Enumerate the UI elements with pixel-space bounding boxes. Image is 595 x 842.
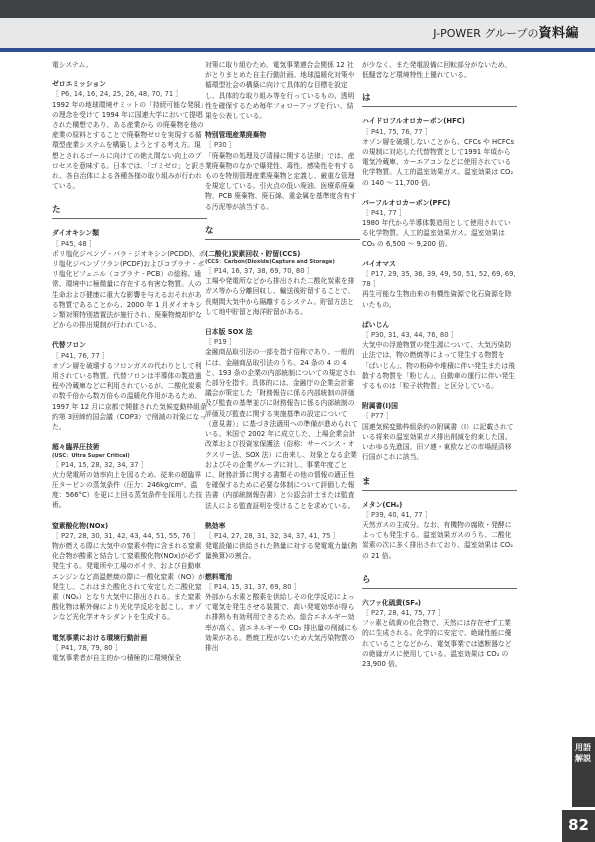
entry-term: パーフルオロカーボン(PFC) <box>362 198 451 207</box>
entry-term: バイオマス <box>362 259 396 268</box>
top-bar <box>0 0 595 18</box>
glossary-entry <box>362 259 517 310</box>
entry-page-refs: ［ P14, 15, 28, 32, 34, 37 ］ <box>52 460 148 469</box>
entry-subtitle: (USC：Ultra Super Critical) <box>52 452 130 459</box>
entry-term: 日本版 SOX 法 <box>205 328 253 337</box>
page-number: 82 <box>568 816 589 834</box>
entry-definition: 発電設備に供給された熱量に対する発電電力量(熱量換算)の割合。 <box>205 542 358 561</box>
column-3 <box>362 60 517 820</box>
side-tab-label: 用語解説 <box>575 743 591 763</box>
entry-term: ダイオキシン類 <box>52 229 99 238</box>
entry-subtitle: (CCS：Carbon(Dioxide)Capture and Storage) <box>205 259 335 266</box>
entry-definition: オゾン層を破壊しないことから、CFCs や HCFCs の規制に対応した代替物質として1991 年頃から電気冷蔵庫、カーエアコンなどに使用されている化学物質。人工的温室効果ガス。温室効果は CO₂ の 140 ～ 11,700 倍。 <box>362 137 515 187</box>
entry-definition: 大気中の浮遊物質の発生源について、大気汚染防止法では、物の燃焼等によって発生する物質を「ばいじん」、物の粉砕や堆積に伴い発生または飛散する物質を「粉じん」、自動車の運行に伴い発生するものは「粒子状物質」と区分している。 <box>362 341 515 391</box>
continued-text: 対策に取り組むため、電気事業連合会関係 12 社がとりまとめた自主行動計画。地球温暖化対策や循環型社会の構築に向けて具体的な目標を設定し、具体的な取り組み等を行っているもの。透明性を確保するため毎年フォローアップを行い、結果を公表している。 <box>205 61 355 121</box>
entry-page-refs: ［ P14, 16, 37, 38, 69, 70, 80 ］ <box>205 267 314 276</box>
entry-term: ハイドロフルオロカーボン(HFC) <box>362 117 465 126</box>
entry-definition: 金融商品取引法の一部を指す俗称であり、一般的には、金融商品取引法のうち、24 条の 4 の 4 と、193 条の企業の内部統制についての規定された部分を指す。具体的には、金融庁の企業会計審議会が策定した「財務報告に係る内部統制の評価及び監査の基準並びに財務報告に係る内部統制の評価及び監査に関する実施基準の設定について（意見書）」に基づき法適用への準備が進められている。米国で 2002 年に成立した、上場企業会計改革および投資家保護法（俗称：サーベンス・オクスリー法、SOX 法）に由来し、対象となる企業およびその企業グループに対し、事業年度ごとに、財務計算に関する書類その他の情報の適正性を確保するために必要な体制について評価した報告書（内部統制報告書）と公認会計士または監査法人による監査証明を受けることを求めている。 <box>205 348 358 510</box>
continued-text: が少なく、また発電設備に回転部分がないため、低騒音など環境特性上優れている。 <box>362 61 512 80</box>
entry-page-refs: ［ P14, 15, 31, 37, 69, 80 ］ <box>205 582 301 591</box>
glossary-entry <box>52 228 207 330</box>
column-1 <box>52 60 207 820</box>
entry-page-refs: ［ P30, 31, 43, 44, 76, 80 ］ <box>362 331 458 340</box>
entry-page-refs: ［ P41, 77 ］ <box>362 209 406 218</box>
glossary-entry <box>52 521 207 623</box>
entry-page-refs: ［ P39, 40, 41, 77 ］ <box>362 510 432 519</box>
glossary-entry <box>362 401 517 462</box>
entry-definition: フッ素と硫黄の化合物で、天然には存在せず工業的に生成される。化学的に安定で、絶縁性能に優れていることなどから、電気事業では遮断器などの絶縁ガスに使用している。温室効果は CO₂ の 23,900 倍。 <box>362 619 512 668</box>
glossary-entry <box>362 500 517 561</box>
section-heading-ra: ら <box>362 571 517 589</box>
entry-page-refs: ［ P41, 75, 76, 77 ］ <box>362 127 432 136</box>
entry-definition: オゾン層を破壊するフロンガスの代わりとして利用されている物質。代替フロンは半導体の製造過程や冷蔵庫などに利用されているが、二酸化炭素の数千倍から数万倍もの温暖化作用があるため、1997 年 12 月に京都で開催された気候変動枠組条約第 3回締約国会議（COP3）で削減の対象になった。 <box>52 361 207 432</box>
entry-definition: 電気事業者が自主的かつ積極的に環境保全 <box>52 653 182 662</box>
entry-term: 代替フロン <box>52 341 86 350</box>
entry-term: ゼロエミッション <box>52 80 107 89</box>
entry-definition: 「廃棄物の処理及び清掃に関する法律」では、産業廃棄物のなかで爆発性、毒性、感染性を有するものを特別管理産業廃棄物と定義し、厳重な管理を規定している。引火点の低い廃油、医療系廃棄物、PCB 廃棄物、廃石綿、重金属を基準度含有する汚泥等が該当する。 <box>205 151 357 211</box>
glossary-entry <box>205 521 360 562</box>
glossary-entry <box>362 198 517 249</box>
entry-term: 熱効率 <box>205 521 226 530</box>
entry-page-refs: ［ P19 ］ <box>205 338 236 347</box>
entry-definition: 天然ガスの主成分。なお、有機物の腐敗・発酵によっても発生する。温室効果ガスのうち、二酸化炭素の次に多く排出されており、温室効果は CO₂ の 21 倍。 <box>362 520 513 560</box>
entry-page-refs: ［ P30 ］ <box>205 141 236 150</box>
header-title-prefix: J-POWER グループの <box>433 27 539 40</box>
entry-definition: 1992 年の地球環境サミットの「持続可能な発展」の理念を受けて 1994 年に国連大学において提唱された構想であり、ある産業から の廃棄物を他の産業の原料とすることで廃棄物ゼロを実現する循環型産業システムを構築しようとする考え方。現想とされるゴールに向けての絶え間ない向上のプロセスを意味する。日本では、「ゴミゼロ」と訳され、各自治体による各種各様の取り組みが行われている。 <box>52 100 205 191</box>
entry-page-refs: ［ P77 ］ <box>362 412 393 421</box>
entry-page-refs: ［ P27, 28, 41, 75, 77 ］ <box>362 608 445 617</box>
entry-term: 附属書(Ⅰ)国 <box>362 402 398 411</box>
entry-term: メタン(CH₄) <box>362 500 403 509</box>
entry-term: 電気事業における環境行動計画 <box>52 633 148 642</box>
entry-page-refs: ［ P27, 28, 30, 31, 42, 43, 44, 51, 55, 76 ］ <box>52 531 200 540</box>
entry-term: 特別管理産業廃棄物 <box>205 131 267 140</box>
glossary-entry <box>205 572 360 654</box>
entry-definition: 1980 年代から半導体製造用として使用されている化学物質。人工的温室効果ガス。温室効果は CO₂ の 6,500 ～ 9,200 倍。 <box>362 219 511 248</box>
column-2 <box>205 60 360 820</box>
entry-page-refs: ［ P41, 78, 79, 80 ］ <box>52 643 122 652</box>
section-heading-ta: た <box>52 201 207 219</box>
entry-page-refs: ［ P45, 48 ］ <box>52 239 96 248</box>
glossary-entry <box>205 327 360 511</box>
glossary-entry <box>205 130 360 212</box>
header-title-main: 資料編 <box>538 26 579 41</box>
entry-page-refs: ［ P17, 29, 35, 36, 39, 49, 50, 51, 52, 69, 69, 78 ］ <box>362 270 516 289</box>
entry-term: 六フッ化硫黄(SF₆) <box>362 598 422 607</box>
header-title <box>433 22 579 41</box>
entry-definition: ポリ塩化ジベンゾ - パラ - ジオキシン(PCDD)、ポリ塩化ジベンゾフラン(PCDF)およびコプラナ - ポリ塩化ビフェニル（コプラナ - PCB）の総称。通常、環境中に極微量に存在する有害な物質。人の生命および健康に重大な影響を与えるおそれがある物質であることから、2000 年 1 月ダイオキシン類対策特別措置法が施行され、廃棄物焼却炉などからの排出規制が行われている。 <box>52 249 206 330</box>
glossary-entry <box>52 79 207 191</box>
entry-definition: 物が燃える際に大気中の窒素や物に含まれる窒素化合物が酸素と結合して窒素酸化物(NOx)が必ず発生する。発電所や工場のボイラ、および自動車エンジンなど高温燃焼の際に一酸化窒素（NO）が発生し、これはまた酸化されて安定した二酸化窒素（NO₂）となり大気中に排出される。また窒素酸化物は紫外線により光化学反応を起こし、オゾンなど光化学オキシダントを生成する。 <box>52 541 205 622</box>
entry-definition: 外部から水素と酸素を供給しその化学反応によって電気を発生させる装置で、高い発電効率が得られ排熱も有効利用できるため、総合エネルギー効率が高く、省エネルギーや CO₂ 排出量の削減にも効果がある。燃焼工程がないため大気汚染物質の排出 <box>205 592 358 652</box>
entry-page-refs: ［ P6, 14, 16, 24, 25, 26, 48, 70, 71 ］ <box>52 90 183 99</box>
entry-page-refs: ［ P41, 76, 77 ］ <box>52 351 109 360</box>
glossary-entry <box>52 340 207 432</box>
entry-term: 超々臨界圧技術 <box>52 443 100 452</box>
glossary-entry <box>52 633 207 664</box>
entry-page-refs: ［ P14, 27, 28, 31, 32, 34, 37, 41, 75 ］ <box>205 531 340 540</box>
entry-definition: 火力発電所の効率向上を図るため、従来の超臨界圧タービンの蒸気条件（圧力：246kg/cm²、温度：566°C）を更に上回る蒸気条件を採用した技術。 <box>52 470 203 510</box>
entry-definition: 再生可能な生物由来の有機性資源で化石資源を除いたもの。 <box>362 290 512 309</box>
header-accent-line <box>0 48 595 52</box>
glossary-entry <box>362 598 517 669</box>
section-heading-ma: ま <box>362 473 517 491</box>
section-heading-ha: は <box>362 89 517 107</box>
entry-term: 窒素酸化物(NOx) <box>52 521 109 530</box>
entry-term: ばいじん <box>362 320 390 329</box>
glossary-entry <box>362 320 517 391</box>
glossary-entry <box>52 442 207 510</box>
entry-term: 燃料電池 <box>205 572 233 581</box>
glossary-entry <box>205 249 360 317</box>
glossary-entry <box>362 116 517 187</box>
continued-text: 電システム。 <box>52 61 93 69</box>
entry-term: (二酸化)炭素回収・貯留(CCS) <box>205 249 301 258</box>
entry-definition: 国連気候変動枠組条約の附属書（Ⅰ）に記載されている将来の温室効果ガス排出削減を約束した国。いわゆる先進国、旧ソ連・東欧などの市場経済移行国がこれに該当。 <box>362 422 514 462</box>
entry-definition: 工場や発電所などから排出された二酸化炭素を排ガス等から分離回収し、輸送後貯留することで、長期間大気中から隔離するシステム。貯留方法として地中貯留と海洋貯留がある。 <box>205 277 355 316</box>
section-heading-na: な <box>205 222 360 240</box>
